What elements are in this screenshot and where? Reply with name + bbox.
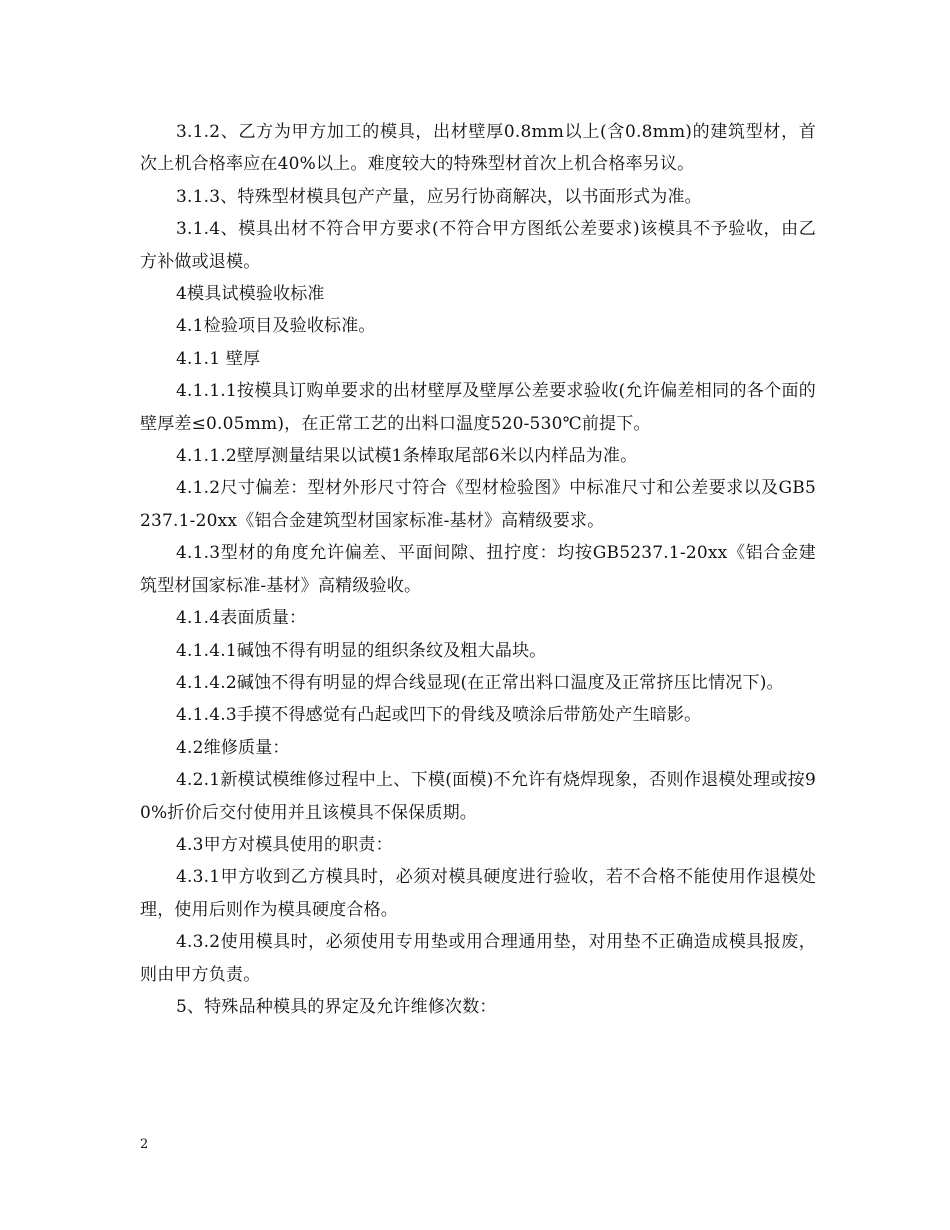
paragraph-4-1-4: 4.1.4表面质量： — [176, 608, 307, 629]
paragraph-4-1-4-2: 4.1.4.2碱蚀不得有明显的焊合线显现(在正常出料口温度及正常挤压比情况下)。 — [176, 672, 784, 693]
paragraph-4-2-1: 4.2.1新模试模维修过程中上、下模(面模)不允许有烧焊现象，否则作退模处理或按90%折价后交付使用并且该模具不保保质期。 — [140, 770, 816, 823]
paragraph-4-1-3: 4.1.3型材的角度允许偏差、平面间隙、扭拧度：均按GB5237.1-20xx《铝合金建筑型材国家标准-基材》高精级验收。 — [140, 543, 816, 596]
page-number: 2 — [140, 1137, 149, 1152]
paragraph-3-1-2: 3.1.2、乙方为甲方加工的模具，出材壁厚0.8mm以上(含0.8mm)的建筑型材，首次上机合格率应在40%以上。难度较大的特殊型材首次上机合格率另议。 — [140, 122, 816, 175]
paragraph-4-2: 4.2维修质量： — [176, 737, 290, 758]
paragraph-4-3-1: 4.3.1甲方收到乙方模具时，必须对模具硬度进行验收，若不合格不能使用作退模处理，使用后则作为模具硬度合格。 — [140, 867, 816, 920]
paragraph-4-1: 4.1检验项目及验收标准。 — [176, 316, 376, 337]
paragraph-4-1-1-2: 4.1.1.2壁厚测量结果以试模1条棒取尾部6米以内样品为准。 — [176, 446, 638, 467]
paragraph-4-3-2: 4.3.2使用模具时，必须使用专用垫或用合理通用垫，对用垫不正确造成模具报废，则由甲方负责。 — [140, 932, 816, 985]
paragraph-4-1-4-3: 4.1.4.3手摸不得感觉有凸起或凹下的骨线及喷涂后带筋处产生暗影。 — [176, 705, 702, 726]
paragraph-3-1-4: 3.1.4、模具出材不符合甲方要求(不符合甲方图纸公差要求)该模具不予验收，由乙方补做或退模。 — [140, 219, 816, 272]
paragraph-4-1-1-1: 4.1.1.1按模具订购单要求的出材壁厚及壁厚公差要求验收(允许偏差相同的各个面的壁厚差≤0.05mm)，在正常工艺的出料口温度520-530℃前提下。 — [140, 381, 816, 434]
paragraph-3-1-3: 3.1.3、特殊型材模具包产产量，应另行协商解决，以书面形式为准。 — [176, 186, 702, 207]
paragraph-4-1-1: 4.1.1 壁厚 — [176, 348, 261, 369]
paragraph-4-1-2: 4.1.2尺寸偏差：型材外形尺寸符合《型材检验图》中标准尺寸和公差要求以及GB5237.1-20xx《铝合金建筑型材国家标准-基材》高精级要求。 — [140, 478, 816, 531]
paragraph-4-1-4-1: 4.1.4.1碱蚀不得有明显的组织条纹及粗大晶块。 — [176, 640, 547, 661]
section-heading-4: 4模具试模验收标准 — [176, 284, 325, 305]
body-text — [140, 116, 816, 1023]
section-heading-5: 5、特殊品种模具的界定及允许维修次数： — [176, 996, 497, 1017]
paragraph-4-3: 4.3甲方对模具使用的职责： — [176, 834, 393, 855]
